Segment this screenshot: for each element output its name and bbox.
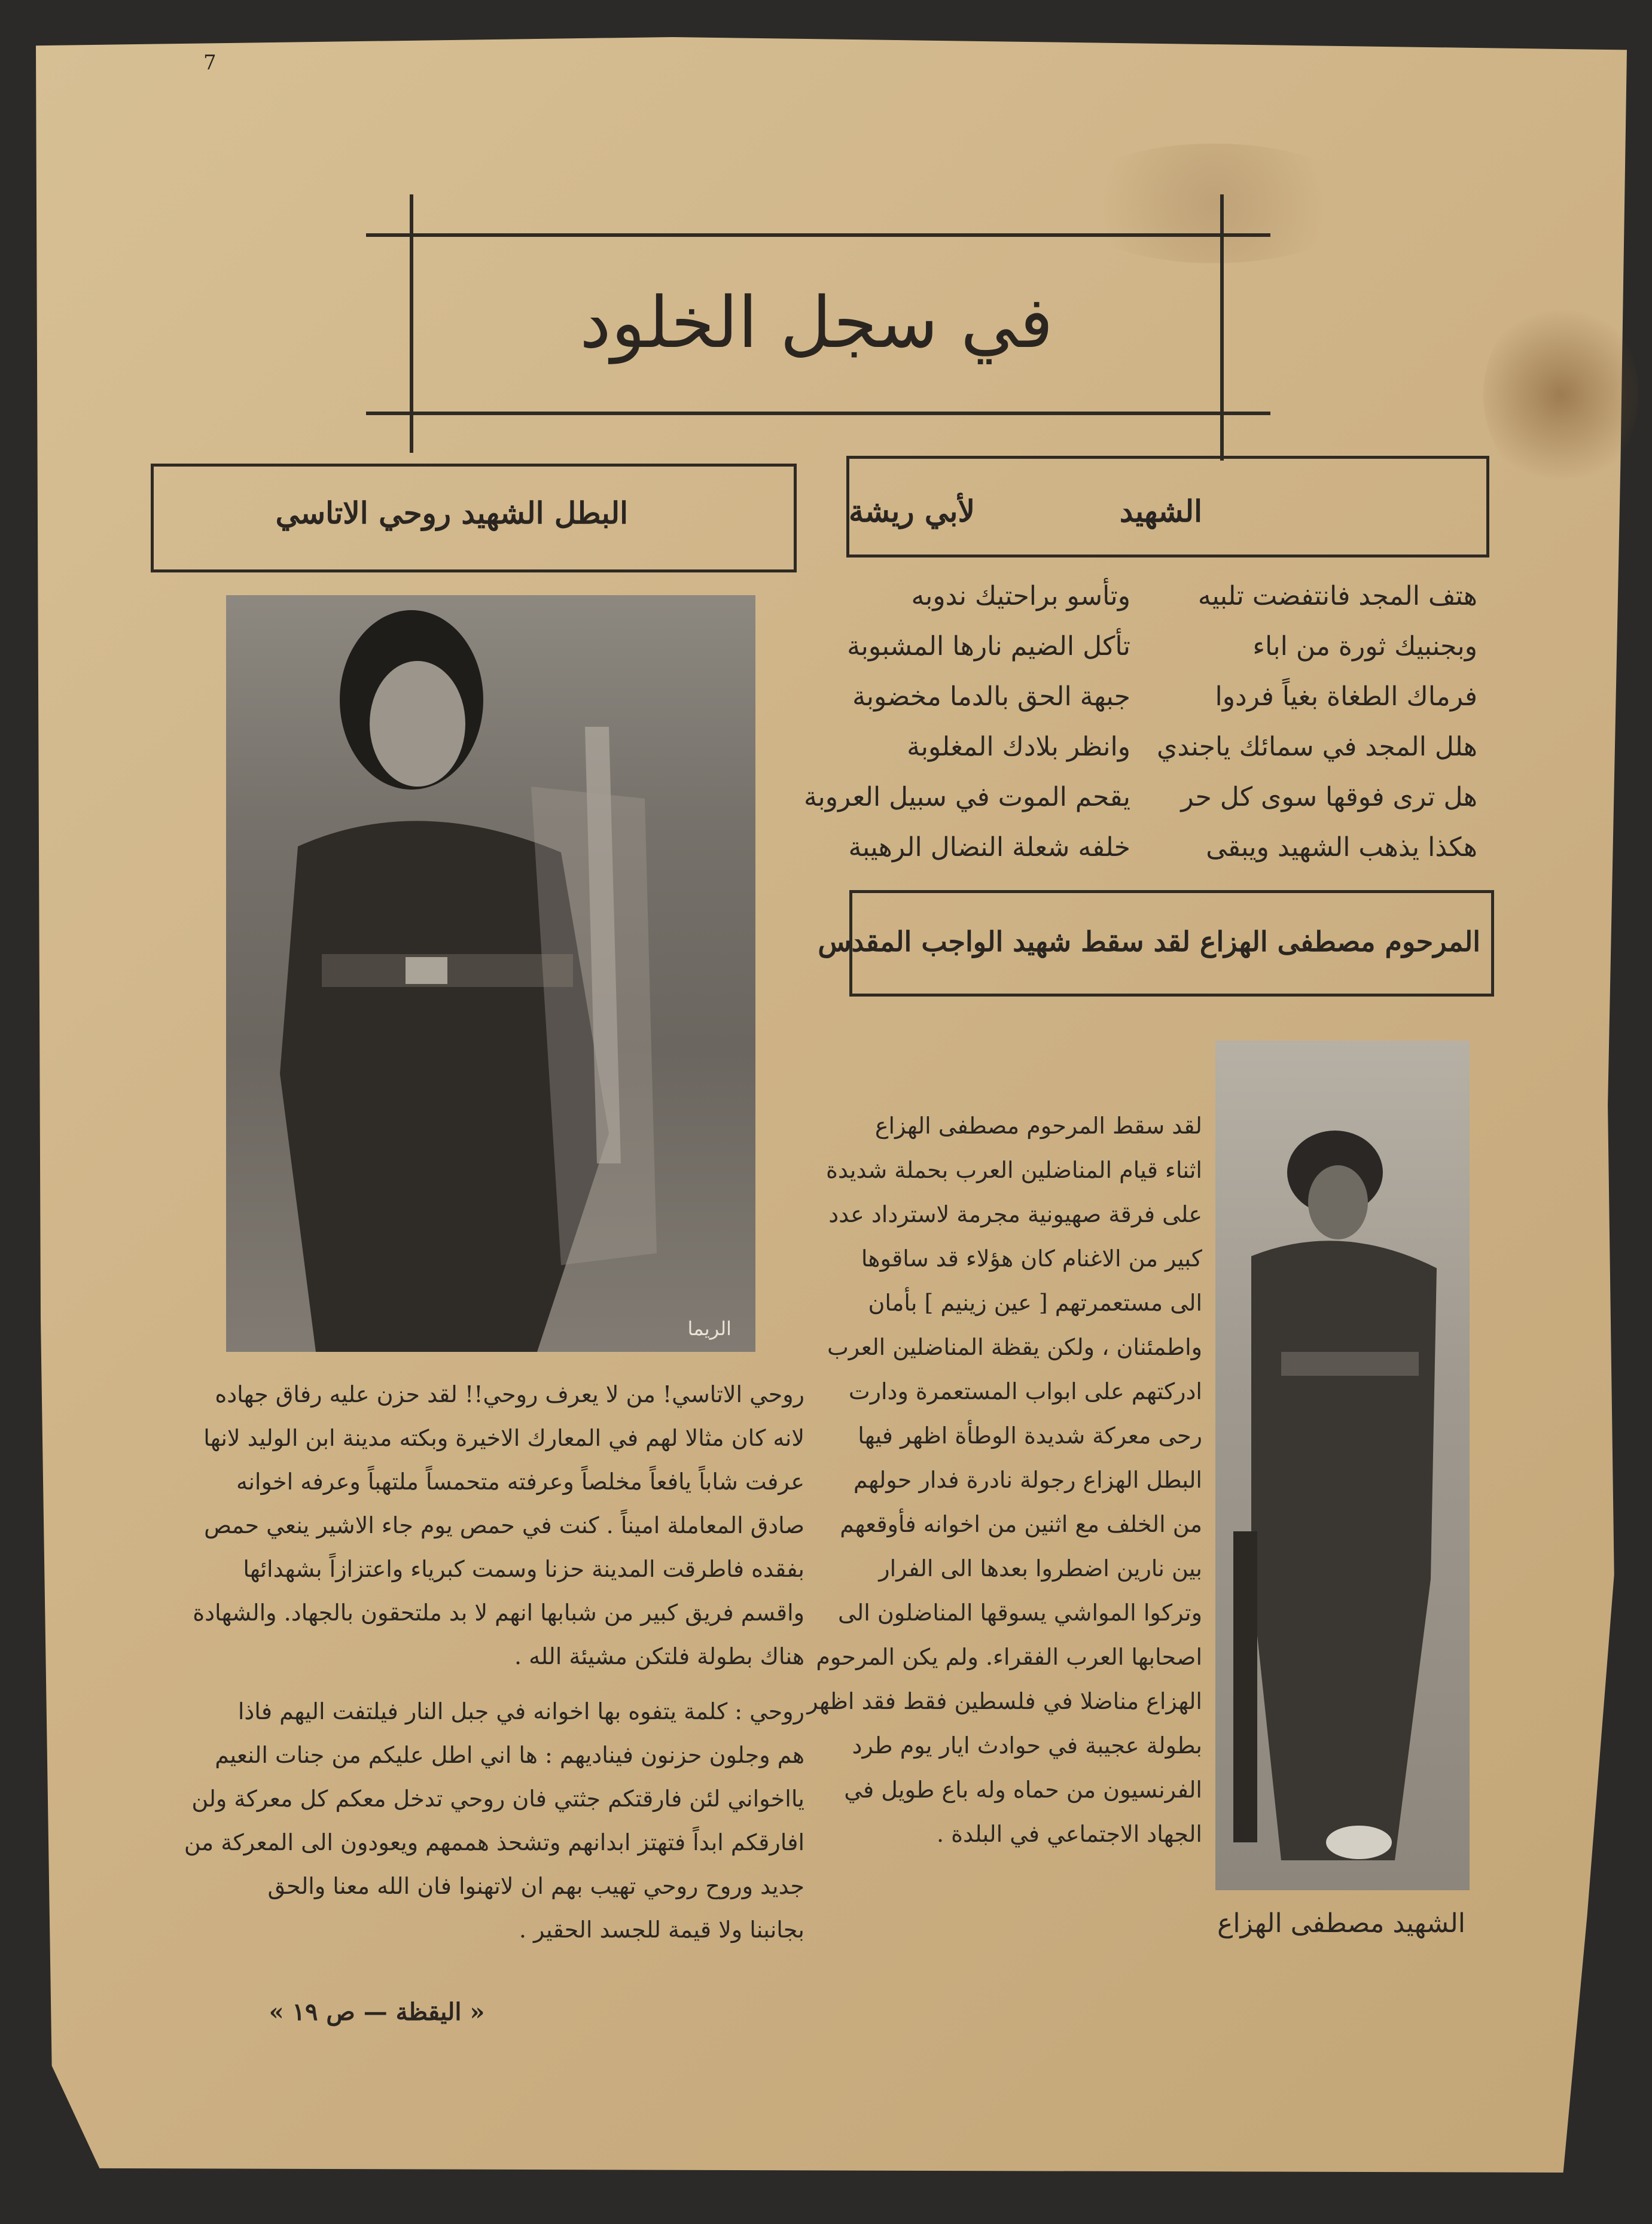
title-rule-left [410,194,413,453]
poem-title: الشهيد [1119,493,1202,529]
sub-header: المرحوم مصطفى الهزاع لقد سقط شهيد الواجب المقدس [818,925,1480,958]
water-stain [1065,144,1364,263]
hazzaa-article: لقد سقط المرحوم مصطفى الهزاع اثناء قيام المناضلين العرب بحملة شديدة على فرقة صهيونية مجرمة لاسترداد عدد كبير من الاغنام كان هؤلاء قد ساقوها الى مستعمرتهم [ عين زينيم ] بأمان واطمئنان ، ولكن يقظة المناضلين العرب ادركتهم على ابواب المستعمرة ودارت رحى معركة شديدة الوطأة اظهر فيها البطل الهزاع رجولة نادرة فدار حولهم من الخلف مع اثنين من اخوانه فأوقعهم بين نارين اضطروا بعدها الى الفرار وتركوا المواشي يسوقها المناضلون الى اصحابها العرب الفقراء. ولم يكن المرحوم الهزاع مناضلا في فلسطين فقط فقد اظهر بطولة عجيبة في حوادث ايار يوم طرد الفرنسيون من حماه وله باع طويل في الجهاد الاجتماعي في البلدة . [807,1113,1202,1847]
title-rule-top [366,233,1270,237]
hazzaa-caption: الشهيد مصطفى الهزاع [1217,1908,1465,1939]
atassi-article: روحي الاتاسي! من لا يعرف روحي!! لقد حزن عليه رفاق جهاده لانه كان مثالا لهم في المعارك الاخيرة وبكته مدينة ابن الوليد لانها عرفت شاباً يافعاً مخلصاً وعرفته متحمساً ملتهباً وعرفه اخوانه صادق المعاملة اميناً . كنت في حمص يوم جاء الاشير ينعي حمص بفقده فاطرقت المدينة حزنا وسمت كبرياء واعتزازاً بشهدائها واقسم فريق كبير من شبابها انهم لا بد ملتحقون بالجهاد. والشهادة هناك بطولة فلتكن مشيئة الله . [193,1381,804,1669]
water-stain [1483,299,1639,491]
poem-right-column: هتف المجد فانتفضت تلبيه وبجنبيك ثورة من اباء فرماك الطغاة بغياً فردوا هلل المجد في سمائك ياجندي هل ترى فوقها سوى كل حر هكذا يذهب الشهيد ويبقى [1156,581,1477,863]
title-rule-right [1220,194,1224,461]
left-header: البطل الشهيد روحي الاتاسي [275,495,628,531]
corner-mark: 7 [203,51,217,75]
atassi-photo [226,595,755,1352]
hazzaa-photo [1215,1041,1470,1890]
page-title: في سجل الخلود [580,281,1053,364]
poem-author: لأبي ريشة [849,493,975,529]
page-footer: « اليقظة — ص ١٩ » [269,1998,485,2026]
photo-signature: الريما [687,1317,731,1340]
title-rule-bottom [366,412,1270,415]
atassi-article-continued: روحي : كلمة يتفوه بها اخوانه في جبل النار فيلتفت اليهم فاذا هم وجلون حزنون فيناديهم : ها اني اطل عليكم من جنات النعيم يااخواني لئن فارقتكم جثتي فان روحي تدخل معكم كل معركة ولن افارقكم ابداً فتهتز ابدانهم وتشحذ هممهم ويعودون الى المعركة من جديد وروح روحي تهيب بهم ان لاتهنوا فان الله معنا والحق بجانبنا ولا قيمة للجسد الحقير . [184,1698,804,1943]
poem-left-column: وتأسو براحتيك ندوبه تأكل الضيم نارها المشبوبة جبهة الحق بالدما مخضوبة وانظر بلادك المغلوبة يقحم الموت في سبيل العروبة خلفه شعلة النضال الرهيبة [803,581,1130,863]
